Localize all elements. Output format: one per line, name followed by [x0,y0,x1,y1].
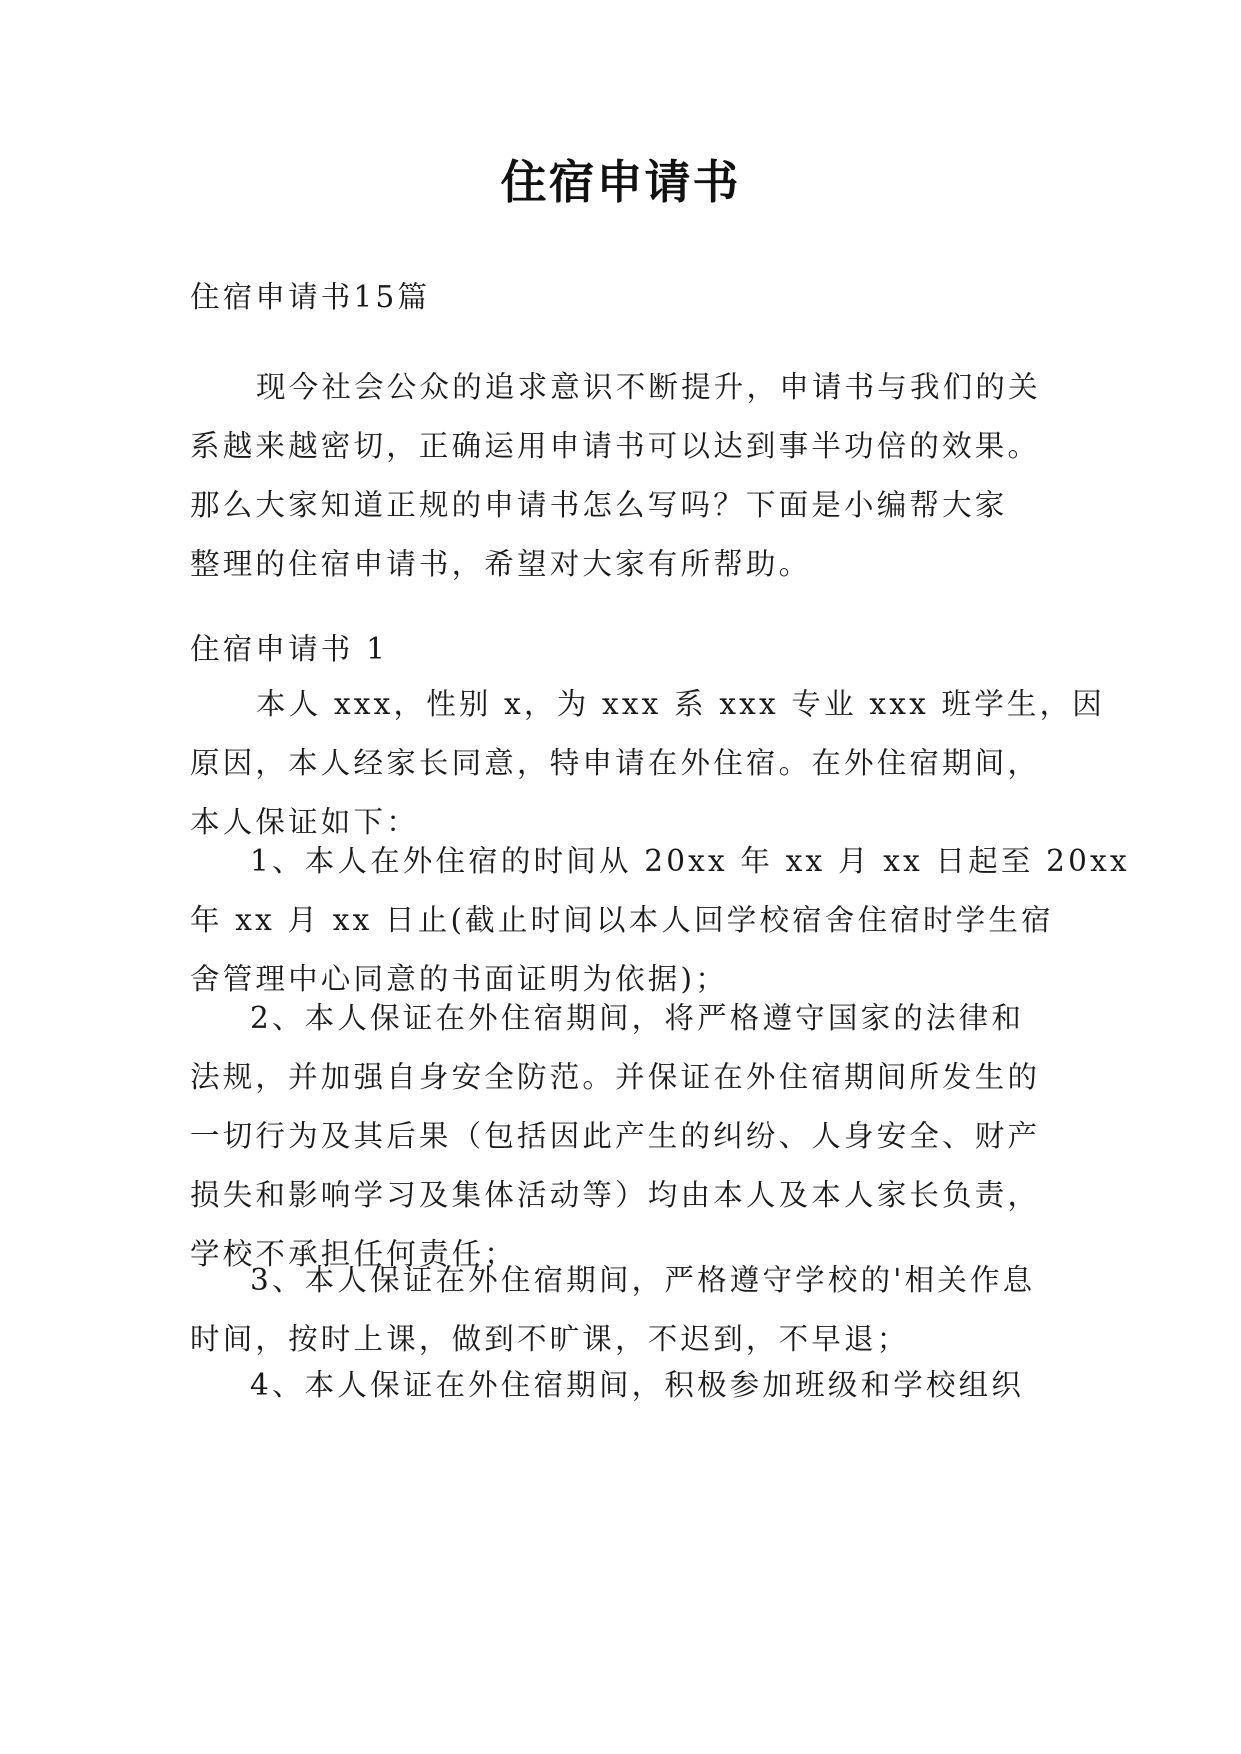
item-2-line-4: 损失和影响学习及集体活动等）均由本人及本人家长负责， [190,1178,1041,1212]
intro-line-2: 系越来越密切，正确运用申请书可以达到事半功倍的效果。 [190,429,1041,463]
item-4-line-1: 4、本人保证在外住宿期间，积极参加班级和学校组织 [250,1368,1025,1402]
document-subtitle-block [190,268,1056,327]
body-line-2: 原因，本人经家长同意，特申请在外住宿。在外住宿期间， [190,746,1041,780]
item-2-line-3: 一切行为及其后果（包括因此产生的纠纷、人身安全、财产 [190,1119,1041,1153]
item-3-line-2: 时间，按时上课，做到不旷课，不迟到，不早退； [190,1322,910,1356]
item-2-line-5: 学校不承担任何责任； [190,1237,518,1271]
item-4-paragraph [190,1356,1056,1415]
intro-paragraph [190,358,1056,594]
body-line-3: 本人保证如下： [190,805,419,839]
section-heading-block [190,620,1056,679]
intro-line-1: 现今社会公众的追求意识不断提升，申请书与我们的关 [256,370,1041,404]
item-1-paragraph [190,832,1130,1009]
section-heading: 住宿申请书 1 [190,632,389,666]
item-2-line-1: 2、本人保证在外住宿期间，将严格遵守国家的法律和 [250,1001,1025,1035]
intro-line-4: 整理的住宿申请书，希望对大家有所帮助。 [190,547,812,581]
item-1-line-3: 舍管理中心同意的书面证明为依据)； [190,962,728,996]
body-paragraph [190,675,1105,852]
item-2-line-2: 法规，并加强自身安全防范。并保证在外住宿期间所发生的 [190,1060,1041,1094]
document-subtitle: 住宿申请书15篇 [190,280,431,314]
intro-line-3: 那么大家知道正规的申请书怎么写吗？下面是小编帮大家 [190,488,1008,522]
item-1-line-2: 年 xx 月 xx 日止(截止时间以本人回学校宿舍住宿时学生宿 [190,903,1054,937]
item-3-paragraph [190,1251,1056,1369]
item-2-paragraph [190,989,1056,1284]
item-1-line-1: 1、本人在外住宿的时间从 20xx 年 xx 月 xx 日起至 20xx [250,844,1130,878]
item-3-line-1: 3、本人保证在外住宿期间，严格遵守学校的'相关作息 [250,1263,1036,1297]
document-title: 住宿申请书 [500,155,741,209]
body-line-1: 本人 xxx，性别 x，为 xxx 系 xxx 专业 xxx 班学生，因 [256,687,1105,721]
